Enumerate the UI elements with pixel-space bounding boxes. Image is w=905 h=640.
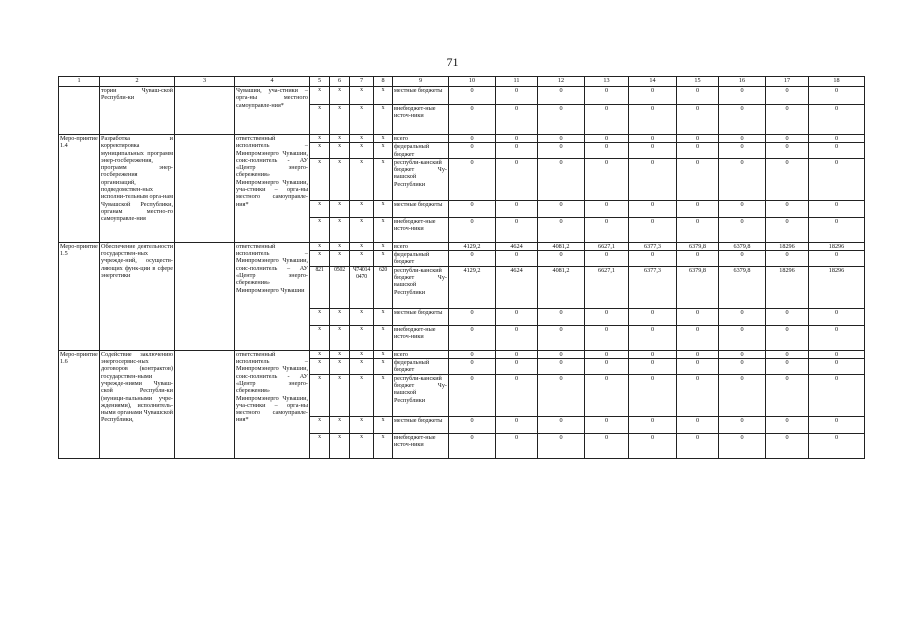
budget-code-cell: 620 <box>374 266 393 308</box>
budget-code-cell: x <box>330 251 350 267</box>
amount-cell: 0 <box>496 416 538 433</box>
amount-cell: 0 <box>629 217 677 242</box>
amount-cell: 0 <box>677 135 719 143</box>
amount-cell: 0 <box>538 325 585 350</box>
amount-cell: 0 <box>585 359 629 375</box>
amount-cell: 0 <box>496 143 538 159</box>
funding-source-cell: всего <box>393 350 449 358</box>
budget-code-cell: x <box>330 416 350 433</box>
amount-cell: 0 <box>719 374 766 416</box>
amount-cell: 0 <box>809 105 865 135</box>
amount-cell: 6627,1 <box>585 242 629 250</box>
executor-cell: ответственный исполнитель – Минпромэнерго Чувашии, соис-полнитель - АУ «Центр энерго-сбережения» Минпромэнерго Чувашии, уча-стники – орга-ны местного самоуправле-ния* <box>235 350 310 458</box>
budget-code-cell: x <box>330 200 350 217</box>
column-number-header: 5 <box>310 77 330 87</box>
budget-code-cell: x <box>374 350 393 358</box>
funding-source-cell: местные бюджеты <box>393 308 449 325</box>
amount-cell: 0 <box>766 374 809 416</box>
activity-number-cell: Меро-приятие 1.5 <box>59 242 100 350</box>
funding-source-cell: всего <box>393 242 449 250</box>
amount-cell: 0 <box>538 251 585 267</box>
activity-number-cell: Меро-приятие 1.4 <box>59 135 100 243</box>
budget-code-cell: x <box>310 350 330 358</box>
amount-cell: 0 <box>449 251 496 267</box>
budget-code-cell: 821 <box>310 266 330 308</box>
funding-source-cell: местные бюджеты <box>393 416 449 433</box>
budget-code-cell: x <box>310 217 330 242</box>
amount-cell: 0 <box>585 308 629 325</box>
amount-cell: 0 <box>538 143 585 159</box>
budget-code-cell: x <box>330 308 350 325</box>
amount-cell: 0 <box>629 359 677 375</box>
budget-code-cell: x <box>310 416 330 433</box>
amount-cell: 0 <box>809 251 865 267</box>
amount-cell: 0 <box>677 350 719 358</box>
amount-cell: 0 <box>496 217 538 242</box>
amount-cell: 0 <box>449 359 496 375</box>
amount-cell: 18296 <box>766 242 809 250</box>
budget-code-cell: x <box>350 416 374 433</box>
column-number-row <box>59 77 865 87</box>
budget-code-cell: x <box>310 200 330 217</box>
activity-number-cell: Меро-приятие 1.6 <box>59 350 100 458</box>
column-number-header: 3 <box>175 77 235 87</box>
activity-name-cell: тории Чуваш-ской Республи-ки <box>100 87 175 135</box>
amount-cell: 0 <box>766 416 809 433</box>
budget-code-cell: Ч74014 0470 <box>350 266 374 308</box>
funding-source-cell: местные бюджеты <box>393 200 449 217</box>
budget-code-cell: x <box>310 135 330 143</box>
budget-code-cell: x <box>310 433 330 458</box>
amount-cell: 0 <box>449 325 496 350</box>
amount-cell: 0 <box>677 325 719 350</box>
budget-code-cell: x <box>350 350 374 358</box>
budget-code-cell: x <box>350 143 374 159</box>
amount-cell: 0 <box>719 217 766 242</box>
budget-code-cell: x <box>310 242 330 250</box>
budget-code-cell: x <box>350 325 374 350</box>
amount-cell: 0 <box>449 374 496 416</box>
amount-cell: 0 <box>809 143 865 159</box>
amount-cell: 0 <box>719 143 766 159</box>
amount-cell: 0 <box>496 87 538 105</box>
amount-cell: 0 <box>677 433 719 458</box>
amount-cell: 0 <box>629 308 677 325</box>
amount-cell: 6379,8 <box>677 242 719 250</box>
amount-cell: 0 <box>677 143 719 159</box>
amount-cell: 0 <box>809 87 865 105</box>
amount-cell: 0 <box>496 251 538 267</box>
budget-code-cell: x <box>350 200 374 217</box>
funding-source-cell: всего <box>393 135 449 143</box>
amount-cell: 0 <box>766 359 809 375</box>
amount-cell: 0 <box>677 308 719 325</box>
amount-cell: 0 <box>496 325 538 350</box>
column-number-header: 1 <box>59 77 100 87</box>
amount-cell: 0 <box>538 308 585 325</box>
budget-code-cell: x <box>330 325 350 350</box>
amount-cell: 0 <box>496 308 538 325</box>
amount-cell: 0 <box>496 359 538 375</box>
funding-source-cell: федеральный бюджет <box>393 359 449 375</box>
amount-cell: 0 <box>496 135 538 143</box>
column-number-header: 2 <box>100 77 175 87</box>
budget-code-cell: x <box>374 251 393 267</box>
amount-cell: 0 <box>538 350 585 358</box>
budget-code-cell: x <box>330 374 350 416</box>
amount-cell: 0 <box>538 105 585 135</box>
amount-cell: 0 <box>585 433 629 458</box>
amount-cell: 0 <box>719 251 766 267</box>
column-number-header: 11 <box>496 77 538 87</box>
column-3-cell <box>175 350 235 458</box>
amount-cell: 0 <box>809 308 865 325</box>
column-number-header: 15 <box>677 77 719 87</box>
amount-cell: 0 <box>719 433 766 458</box>
budget-code-cell: x <box>374 416 393 433</box>
amount-cell: 0 <box>449 308 496 325</box>
amount-cell: 0 <box>629 251 677 267</box>
amount-cell: 0 <box>585 200 629 217</box>
funding-source-cell: республи-канский бюджет Чу-вашской Республики <box>393 158 449 200</box>
amount-cell: 0 <box>719 325 766 350</box>
activity-number-cell <box>59 87 100 135</box>
amount-cell: 0 <box>677 158 719 200</box>
activity-name-cell: Разработка и корректировка муниципальных программ энер-госбережения, программ энер-госбережения организаций, подведомствен-ных исполни-тельным орга-нам Чувашской Республики, органам местно-го самоуправле-ния <box>100 135 175 243</box>
amount-cell: 0 <box>538 87 585 105</box>
amount-cell: 0 <box>538 158 585 200</box>
amount-cell: 0 <box>629 416 677 433</box>
amount-cell: 0 <box>766 251 809 267</box>
amount-cell: 0 <box>585 374 629 416</box>
amount-cell: 0 <box>585 217 629 242</box>
funding-source-cell: внебюджет-ные источ-ники <box>393 325 449 350</box>
amount-cell: 0 <box>538 433 585 458</box>
funding-source-cell: республи-канский бюджет Чу-вашской Республики <box>393 374 449 416</box>
budget-code-cell: x <box>350 359 374 375</box>
amount-cell: 0 <box>719 359 766 375</box>
amount-cell: 18296 <box>809 242 865 250</box>
table-row <box>59 135 865 143</box>
amount-cell: 4624 <box>496 266 538 308</box>
amount-cell: 0 <box>496 158 538 200</box>
budget-code-cell: x <box>350 158 374 200</box>
table-row <box>59 350 865 358</box>
budget-code-cell: 0502 <box>330 266 350 308</box>
amount-cell: 0 <box>629 350 677 358</box>
amount-cell: 0 <box>677 217 719 242</box>
amount-cell: 4081,2 <box>538 242 585 250</box>
activity-name-cell: Содействие заключению энергосервис-ных договоров (контрактов) государствен-ными учрежде-ниями Чуваш-ской Республи-ки (муници-пальными учре-ждениями), исполнитель-ными органами Чувашской Республики, <box>100 350 175 458</box>
amount-cell: 0 <box>538 374 585 416</box>
amount-cell: 0 <box>538 200 585 217</box>
amount-cell: 4081,2 <box>538 266 585 308</box>
amount-cell: 0 <box>629 105 677 135</box>
budget-code-cell: x <box>350 135 374 143</box>
funding-source-cell: федеральный бюджет <box>393 251 449 267</box>
amount-cell: 0 <box>677 374 719 416</box>
amount-cell: 6379,8 <box>719 242 766 250</box>
amount-cell: 0 <box>629 374 677 416</box>
budget-code-cell: x <box>374 143 393 159</box>
amount-cell: 0 <box>719 350 766 358</box>
page-number: 71 <box>446 55 459 69</box>
amount-cell: 0 <box>677 105 719 135</box>
budget-code-cell: x <box>374 135 393 143</box>
budget-code-cell: x <box>374 217 393 242</box>
executor-cell: ответственный исполнитель – Минпромэнерго Чувашии, соис-полнитель – АУ «Центр энерго-сбережения» Минпромэнерго Чувашии <box>235 242 310 350</box>
budget-code-cell: x <box>310 143 330 159</box>
amount-cell: 0 <box>538 135 585 143</box>
amount-cell: 0 <box>449 135 496 143</box>
activity-name-cell: Обеспечение деятельности государствен-ных учрежде-ний, осуществ-ляющих функ-ции в сфере энергетики <box>100 242 175 350</box>
amount-cell: 0 <box>449 158 496 200</box>
amount-cell: 0 <box>766 200 809 217</box>
amount-cell: 0 <box>719 308 766 325</box>
funding-source-cell: внебюджет-ные источ-ники <box>393 433 449 458</box>
amount-cell: 0 <box>719 87 766 105</box>
amount-cell: 0 <box>809 433 865 458</box>
amount-cell: 0 <box>496 350 538 358</box>
amount-cell: 0 <box>629 433 677 458</box>
amount-cell: 0 <box>585 87 629 105</box>
column-number-header: 18 <box>809 77 865 87</box>
amount-cell: 0 <box>629 158 677 200</box>
amount-cell: 18296 <box>809 266 865 308</box>
budget-code-cell: x <box>374 325 393 350</box>
amount-cell: 0 <box>719 158 766 200</box>
column-number-header: 7 <box>350 77 374 87</box>
budget-code-cell: x <box>330 242 350 250</box>
amount-cell: 0 <box>766 325 809 350</box>
column-number-header: 8 <box>374 77 393 87</box>
amount-cell: 0 <box>719 416 766 433</box>
budget-code-cell: x <box>310 105 330 135</box>
amount-cell: 0 <box>538 359 585 375</box>
budget-code-cell: x <box>310 359 330 375</box>
amount-cell: 0 <box>585 135 629 143</box>
executor-cell: Чувашии, уча-стники – орга-ны местного самоуправле-ния* <box>235 87 310 135</box>
budget-code-cell: x <box>350 87 374 105</box>
amount-cell: 0 <box>496 433 538 458</box>
amount-cell: 0 <box>585 158 629 200</box>
amount-cell: 0 <box>449 105 496 135</box>
budget-code-cell: x <box>374 242 393 250</box>
column-number-header: 13 <box>585 77 629 87</box>
amount-cell: 0 <box>449 87 496 105</box>
budget-code-cell: x <box>310 251 330 267</box>
amount-cell: 6379,8 <box>677 266 719 308</box>
column-number-header: 9 <box>393 77 449 87</box>
amount-cell: 0 <box>766 87 809 105</box>
budget-code-cell: x <box>350 242 374 250</box>
budget-code-cell: x <box>350 105 374 135</box>
budget-code-cell: x <box>310 325 330 350</box>
amount-cell: 0 <box>809 374 865 416</box>
amount-cell: 0 <box>809 359 865 375</box>
budget-code-cell: x <box>310 374 330 416</box>
amount-cell: 0 <box>585 105 629 135</box>
budget-code-cell: x <box>374 105 393 135</box>
amount-cell: 4129,2 <box>449 266 496 308</box>
budget-code-cell: x <box>330 143 350 159</box>
amount-cell: 0 <box>766 143 809 159</box>
budget-code-cell: x <box>374 158 393 200</box>
amount-cell: 0 <box>496 105 538 135</box>
amount-cell: 0 <box>809 158 865 200</box>
budget-code-cell: x <box>374 308 393 325</box>
amount-cell: 0 <box>766 350 809 358</box>
amount-cell: 0 <box>677 416 719 433</box>
amount-cell: 0 <box>496 200 538 217</box>
budget-code-cell: x <box>310 158 330 200</box>
budget-code-cell: x <box>330 135 350 143</box>
amount-cell: 0 <box>585 350 629 358</box>
amount-cell: 0 <box>449 143 496 159</box>
column-3-cell <box>175 242 235 350</box>
amount-cell: 0 <box>538 416 585 433</box>
amount-cell: 18296 <box>766 266 809 308</box>
budget-code-cell: x <box>350 374 374 416</box>
amount-cell: 0 <box>449 416 496 433</box>
amount-cell: 0 <box>629 325 677 350</box>
amount-cell: 0 <box>719 135 766 143</box>
amount-cell: 0 <box>677 200 719 217</box>
budget-code-cell: x <box>350 433 374 458</box>
budget-code-cell: x <box>330 158 350 200</box>
amount-cell: 0 <box>809 200 865 217</box>
amount-cell: 0 <box>809 135 865 143</box>
budget-code-cell: x <box>374 359 393 375</box>
budget-code-cell: x <box>350 308 374 325</box>
column-3-cell <box>175 135 235 243</box>
amount-cell: 0 <box>585 251 629 267</box>
funding-source-cell: республи-канский бюджет Чу-вашской Республики <box>393 266 449 308</box>
amount-cell: 6379,8 <box>719 266 766 308</box>
amount-cell: 0 <box>766 135 809 143</box>
budget-code-cell: x <box>374 200 393 217</box>
amount-cell: 6377,3 <box>629 242 677 250</box>
budget-code-cell: x <box>330 217 350 242</box>
amount-cell: 6627,1 <box>585 266 629 308</box>
program-funding-table <box>58 76 865 459</box>
amount-cell: 0 <box>719 200 766 217</box>
column-number-header: 14 <box>629 77 677 87</box>
budget-code-cell: x <box>330 359 350 375</box>
table-row <box>59 87 865 105</box>
budget-code-cell: x <box>350 251 374 267</box>
amount-cell: 0 <box>766 105 809 135</box>
amount-cell: 0 <box>766 433 809 458</box>
amount-cell: 0 <box>629 87 677 105</box>
amount-cell: 0 <box>677 251 719 267</box>
column-number-header: 6 <box>330 77 350 87</box>
budget-code-cell: x <box>330 350 350 358</box>
amount-cell: 0 <box>809 416 865 433</box>
amount-cell: 0 <box>766 158 809 200</box>
amount-cell: 0 <box>809 217 865 242</box>
column-number-header: 17 <box>766 77 809 87</box>
budget-code-cell: x <box>374 374 393 416</box>
amount-cell: 6377,3 <box>629 266 677 308</box>
funding-source-cell: внебюджет-ные источ-ники <box>393 105 449 135</box>
amount-cell: 4129,2 <box>449 242 496 250</box>
budget-code-cell: x <box>330 433 350 458</box>
funding-source-cell: внебюджет-ные источ-ники <box>393 217 449 242</box>
amount-cell: 0 <box>585 416 629 433</box>
amount-cell: 0 <box>677 87 719 105</box>
amount-cell: 0 <box>629 143 677 159</box>
funding-source-cell: федеральный бюджет <box>393 143 449 159</box>
budget-code-cell: x <box>330 105 350 135</box>
amount-cell: 0 <box>766 308 809 325</box>
budget-code-cell: x <box>374 433 393 458</box>
amount-cell: 0 <box>677 359 719 375</box>
column-number-header: 16 <box>719 77 766 87</box>
amount-cell: 0 <box>809 350 865 358</box>
budget-code-cell: x <box>350 217 374 242</box>
budget-code-cell: x <box>310 87 330 105</box>
amount-cell: 0 <box>629 200 677 217</box>
column-number-header: 10 <box>449 77 496 87</box>
amount-cell: 0 <box>809 325 865 350</box>
column-number-header: 4 <box>235 77 310 87</box>
executor-cell: ответственный исполнитель – Минпромэнерго Чувашии, соис-полнитель - АУ «Центр энерго-сбережения» Минпромэнерго Чувашии, уча-стники – орга-ны местного самоуправле-ния* <box>235 135 310 243</box>
amount-cell: 0 <box>585 143 629 159</box>
amount-cell: 0 <box>585 325 629 350</box>
table-row <box>59 242 865 250</box>
amount-cell: 0 <box>449 217 496 242</box>
amount-cell: 0 <box>449 350 496 358</box>
amount-cell: 0 <box>766 217 809 242</box>
amount-cell: 4624 <box>496 242 538 250</box>
budget-code-cell: x <box>330 87 350 105</box>
budget-code-cell: x <box>310 308 330 325</box>
column-number-header: 12 <box>538 77 585 87</box>
amount-cell: 0 <box>719 105 766 135</box>
column-3-cell <box>175 87 235 135</box>
amount-cell: 0 <box>449 433 496 458</box>
amount-cell: 0 <box>496 374 538 416</box>
budget-code-cell: x <box>374 87 393 105</box>
amount-cell: 0 <box>449 200 496 217</box>
funding-source-cell: местные бюджеты <box>393 87 449 105</box>
amount-cell: 0 <box>629 135 677 143</box>
amount-cell: 0 <box>538 217 585 242</box>
